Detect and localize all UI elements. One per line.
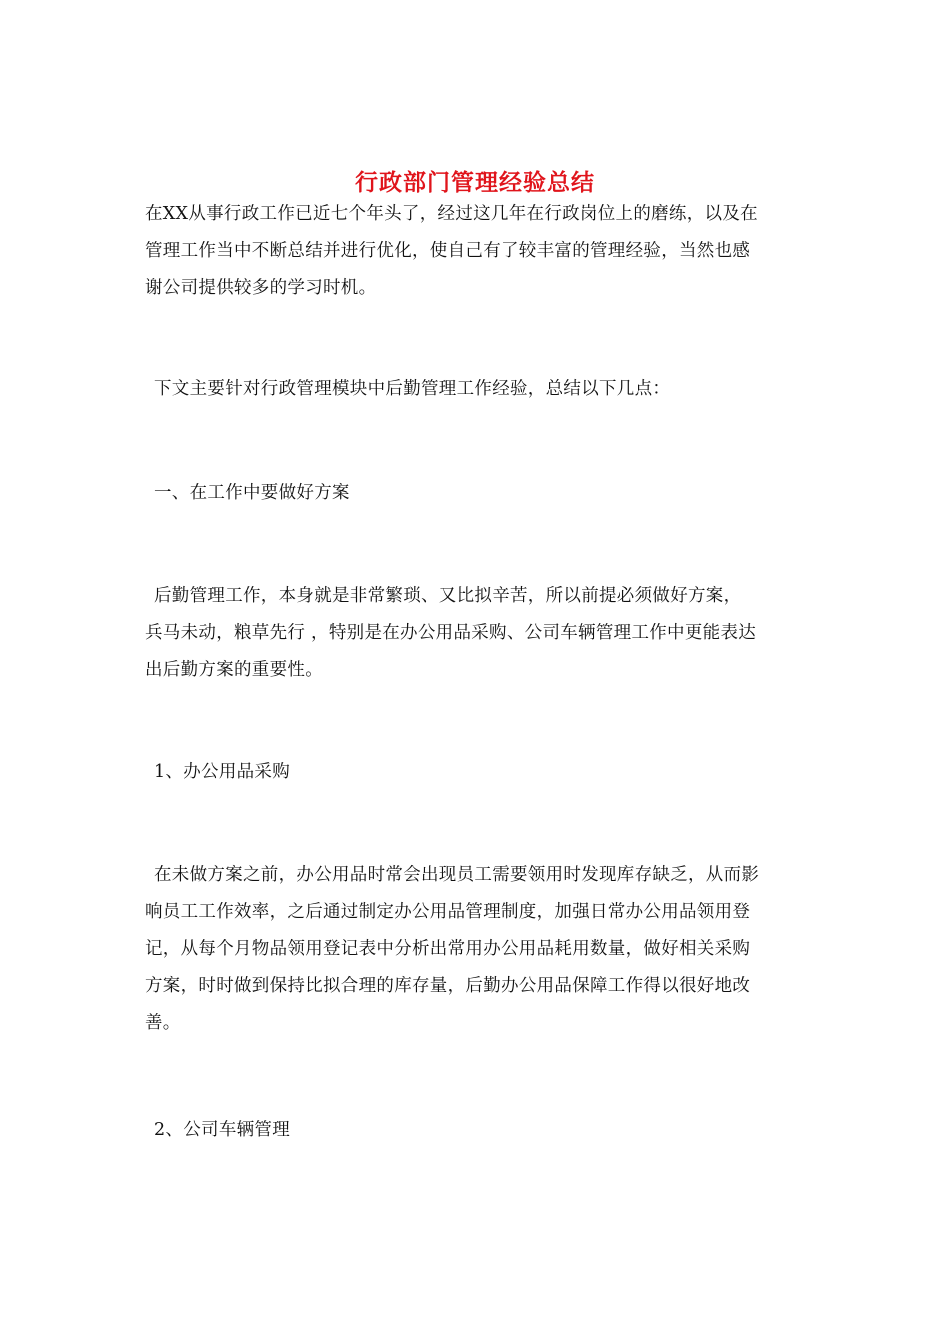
- section1-line-3: 出后勤方案的重要性。: [145, 660, 323, 680]
- lead-paragraph: [145, 371, 822, 408]
- item1-heading-text: 1、办公用品采购: [154, 762, 291, 782]
- item1-line-3: 记，从每个月物品领用登记表中分析出常用办公用品耗用数量，做好相关采购: [145, 939, 751, 959]
- intro-line-1: 在XX从事行政工作已近七个年头了，经过这几年在行政岗位上的磨练，以及在: [145, 204, 758, 224]
- section1-heading: [145, 475, 822, 512]
- intro-paragraph: [145, 196, 813, 307]
- item2-heading-text: 2、公司车辆管理: [154, 1120, 291, 1140]
- item2-heading: [145, 1112, 822, 1149]
- intro-line-3: 谢公司提供较多的学习时机。: [145, 278, 377, 298]
- item1-line-4: 方案，时时做到保持比拟合理的库存量，后勤办公用品保障工作得以很好地改: [145, 976, 751, 996]
- intro-line-2: 管理工作当中不断总结并进行优化，使自己有了较丰富的管理经验，当然也感: [145, 241, 751, 261]
- item1-line-1: 在未做方案之前，办公用品时常会出现员工需要领用时发现库存缺乏，从而影: [154, 865, 760, 885]
- section1-line-2: 兵马未动，粮草先行 ，特别是在办公用品采购、公司车辆管理工作中更能表达: [145, 623, 757, 643]
- section1-body: [145, 578, 813, 689]
- document-title: 行政部门管理经验总结: [355, 169, 595, 197]
- item1-body: [145, 857, 813, 1042]
- item1-line-2: 响员工工作效率，之后通过制定办公用品管理制度，加强日常办公用品领用登: [145, 902, 751, 922]
- section1-line-1: 后勤管理工作，本身就是非常繁琐、又比拟辛苦，所以前提必须做好方案，: [154, 586, 742, 606]
- section1-heading-text: 一、在工作中要做好方案: [154, 483, 350, 503]
- item1-line-5: 善。: [145, 1013, 181, 1033]
- lead-line: 下文主要针对行政管理模块中后勤管理工作经验，总结以下几点：: [154, 379, 671, 399]
- item1-heading: [145, 754, 822, 791]
